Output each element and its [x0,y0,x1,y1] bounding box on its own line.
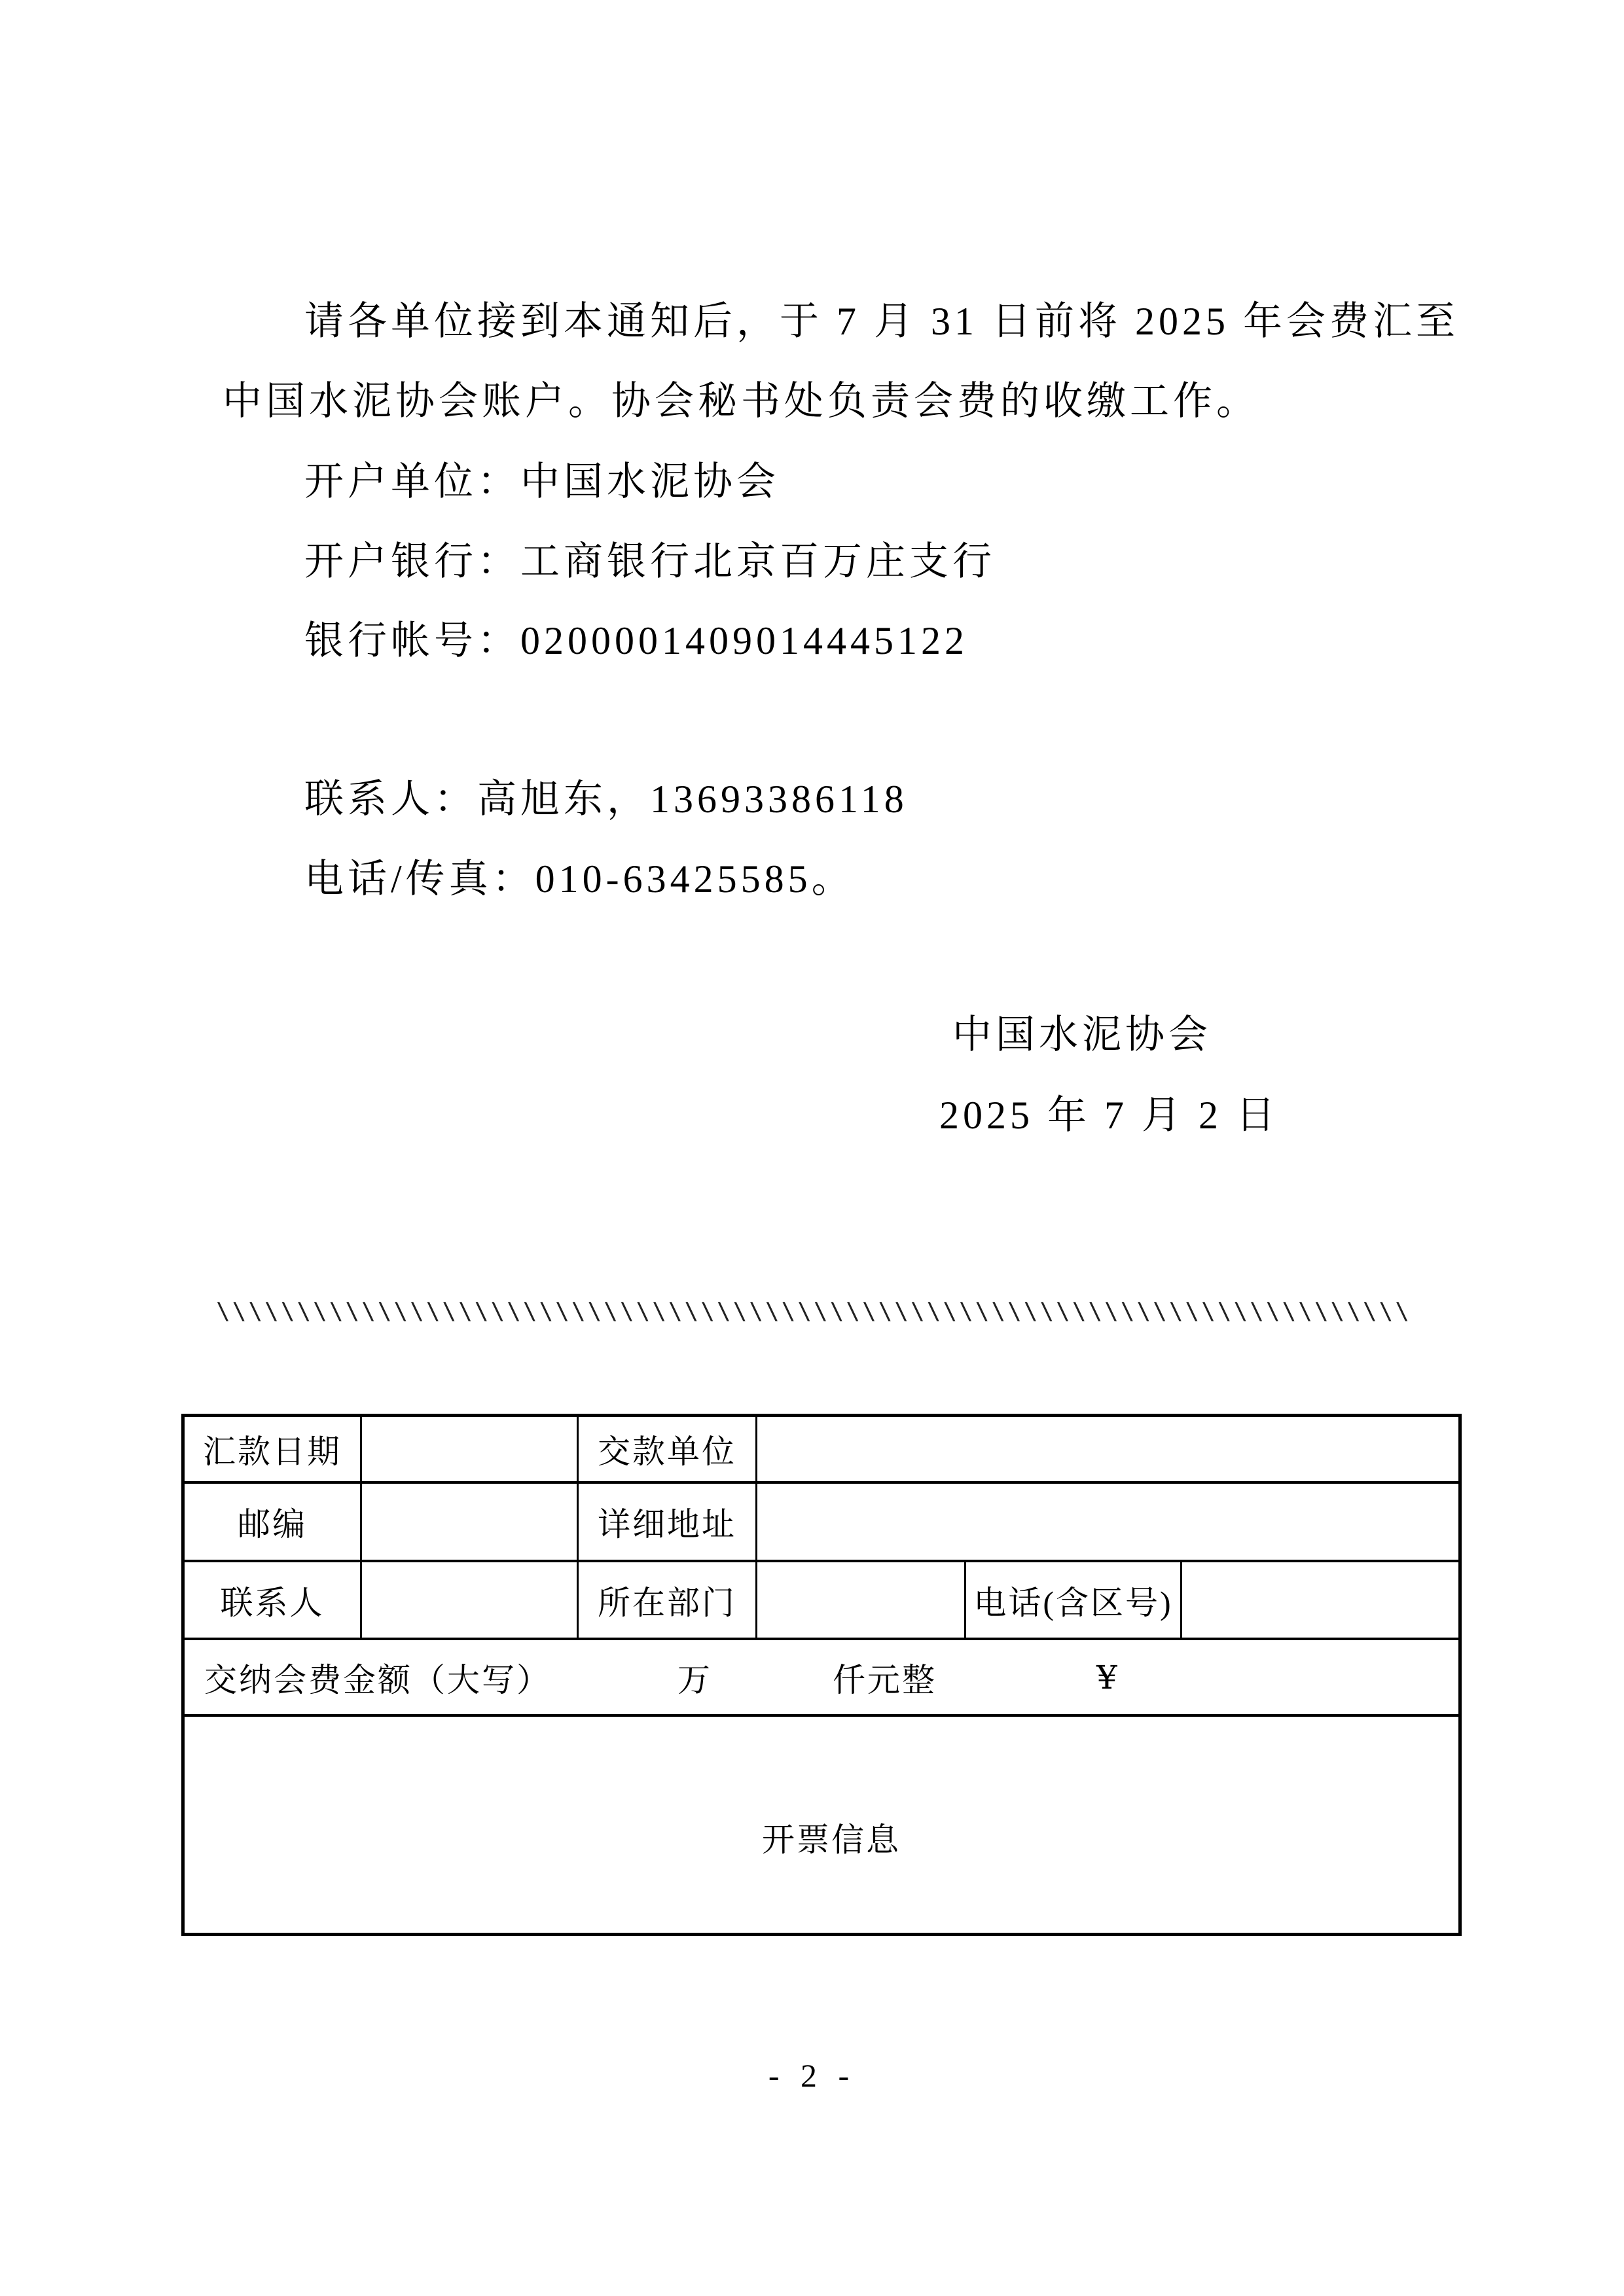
account-name-line: 开户单位：中国水泥协会 [304,460,780,503]
address-input-cell[interactable] [757,1482,1460,1561]
contact-line: 联系人：高旭东，13693386118 [304,778,908,821]
invoice-info-cell[interactable] [183,1715,1460,1935]
table-row [183,1715,1460,1935]
table-row [183,1561,1460,1639]
paragraph-line-1: 请各单位接到本通知后，于 7 月 31 日前将 2025 年会费汇至 [304,300,1459,343]
payer-unit-label: 交款单位 [578,1416,757,1483]
contact-input-cell[interactable] [361,1561,578,1639]
amount-wan-unit: 万 [677,1661,712,1698]
contact-label: 联系人 [183,1561,361,1639]
table-row [183,1482,1460,1561]
postcode-label: 邮编 [183,1482,361,1561]
phone-input-cell[interactable] [1182,1561,1460,1639]
remit-date-label: 汇款日期 [183,1416,361,1483]
page-number: - 2 - [768,2057,856,2094]
phone-fax-line: 电话/传真：010-63425585。 [304,857,855,901]
signature-date: 2025 年 7 月 2 日 [939,1094,1279,1137]
amount-yuan-sign: ¥ [1096,1658,1119,1696]
department-input-cell[interactable] [757,1561,965,1639]
invoice-info-label: 开票信息 [762,1821,901,1858]
account-number-line: 银行帐号：0200001409014445122 [304,619,968,662]
amount-row-cell [183,1639,1460,1715]
signature-org: 中国水泥协会 [952,1013,1212,1056]
remit-date-input-cell[interactable] [361,1416,578,1483]
paragraph-line-2: 中国水泥协会账户。协会秘书处负责会费的收缴工作。 [223,380,1259,423]
postcode-input-cell[interactable] [361,1482,578,1561]
table-row [183,1416,1460,1483]
cut-line: \\\\\\\\\\\\\\\\\\\\\\\\\\\\\\\\\\\\\\\\\\\\\\\\\\\\\\\\\\\\\\\\\\\\\\\\\\ [216,1298,1411,1325]
remittance-form-table [181,1414,1462,1936]
phone-label: 电话(含区号) [965,1561,1182,1639]
department-label: 所在部门 [578,1561,757,1639]
bank-line: 开户银行：工商银行北京百万庄支行 [304,540,996,583]
address-label: 详细地址 [578,1482,757,1561]
payer-unit-input-cell[interactable] [757,1416,1460,1483]
amount-label: 交纳会费金额（大写） [204,1661,551,1698]
amount-qian-unit: 仟元整 [833,1661,937,1698]
table-row [183,1639,1460,1715]
